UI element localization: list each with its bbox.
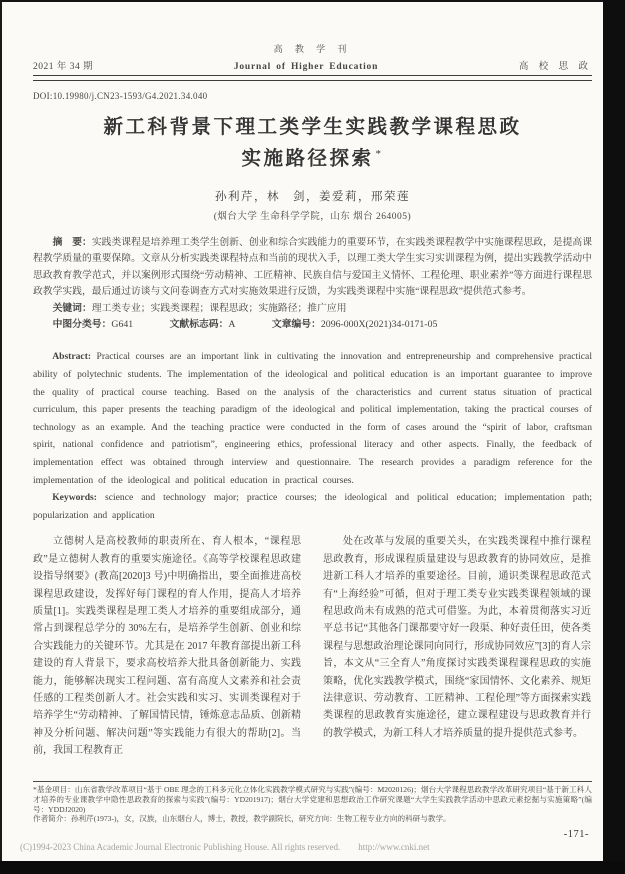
abstract-cn-text: 实践类课程是培养理工类学生创新、创业和综合实践能力的重要环节，在实践类课程教学中实施课程思政，是提高课程教学质量的重要保障。文章从分析实践类课程特点和当前的现状入手，以理工类大学生实习实训课程为例，提出实践教学活动中思政教育教学范式，并以案例形式围绕“劳动精神、工匠精神、民族自信与爱国主义情怀、工程伦理、职业素养”等方面进行课程思政教学实践，最后通过访谈与文问卷调查方式对实施效果进行反馈，为实践类课程中实施“课程思政”提供范式参考。: [33, 237, 593, 298]
doi-text: DOI:10.19980/j.CN23-1593/G4.2021.34.040: [33, 90, 208, 101]
classification-line: [33, 317, 592, 333]
left-column: [33, 533, 301, 767]
keywords-cn-text: 理工类专业；实践类课程；课程思政；实施路径；推广应用: [91, 302, 347, 314]
left-column-paragraph: 立德树人是高校教师的职责所在、育人根本，“课程思政”是立德树人教育的重要实施途径。《高等学校课程思政建设指导纲要》(教高[2020]3 号)中明确指出，要全面推进高校课程思政建设，发挥好每门课程的育人作用，提高人才培养质量[1]。实践类课程是理工类人才培养的重要组成部分，通常占到课程总学分的 30%左右，是培养学生创新、创业和综合实践能力的关键环节。尤其是在 2017 年教育部提出新工科建设的育人背景下，要求高校培养大批具备创新能力、实践能力，能够解决现实工程问题、富有高度人文素养和社会责任感的工程类创新人才。社会实践和实习、实训类课程对于培养学生“劳动精神、了解国情民情，锤炼意志品质、创新精神及分析问题、解决问题”等实践能力有很大的帮助[2]。当前，我国工程教育正: [33, 536, 301, 757]
abstract-cn: [33, 235, 592, 301]
page-number: -171-: [563, 829, 589, 840]
keywords-en: [33, 489, 592, 524]
article-title-line1: 新工科背景下理工类学生实践教学课程思政: [103, 116, 522, 138]
right-column-paragraph: 处在改革与发展的重要关头，在实践类课程中推行课程思政教育，形成课程质量建设与思政教育的协同效应，是推进新工科人才培养的重要途径。目前，通识类课程思政范式有“上海经验”可循，但对于理工类专业实践类课程领域的课程思政尚未有成熟的范式可借鉴。为此，本着贯彻落实习近平总书记“其他各门课都要守好一段渠、种好责任田，使各类课程与思想政治理论课同向同行，形成协同效应”[3]的育人宗旨，本文从“三全育人”角度探讨实践类课程课程思政的实施策略，优化实践教学模式，围绕“家国情怀、文化素养、规矩法律意识、劳动教育、工匠精神、工程伦理”等方面探索实践类课程的思政教育实施途径，建立课程建设与思政教育并行的教学模式，为新工科人才培养质量的提升提供范式参考。: [323, 536, 591, 739]
scan-edge-top: [0, 0, 625, 2]
clc-segment: 中图分类号：G641: [52, 319, 134, 331]
abstract-en-text: Practical courses are an important link in cultivating the innovation and entrepreneurship and comprehensive practical ability of polytechnic students. The implementation of the ideological and political education is an important guarantee to improve the quality of practical course teaching. Based on the analysis of the characteristics and current status situation of practical curriculum, this paper presents the teaching paradigm of the ideological and political implementation, taking the practical courses of technology as an example. And the teaching practice were conducted in the form of cases around the “spirit of labor, craftsman spirit, national confidence and patriotism”, engineering ethics, professional literacy and other aspects. Finally, the feedback of implementation effect was obtained through interview and questionnaire. The research provides a paradigm reference for the implementation of the ideological and political education in practical courses.: [33, 351, 592, 486]
affiliation-line: (烟台大学 生命科学学院，山东 烟台 264005): [213, 212, 412, 222]
abstract-cn-label: 摘 要：: [52, 237, 92, 248]
article-title: [33, 114, 592, 173]
english-abstract-block: [33, 348, 592, 524]
article-no-segment: 文章编号：2096-000X(2021)34-0171-05: [271, 319, 438, 331]
page-content: [33, 0, 592, 767]
header-divider: [33, 75, 592, 81]
chinese-abstract-block: [33, 235, 592, 333]
authors-line: 孙利芹，林 剑，姜爱莉，邢荣莲: [215, 191, 410, 203]
copyright-text: (C)1994-2023 China Academic Journal Electronic Publishing House. All rights reserved.: [20, 842, 341, 852]
column-label: 高 校 思 政: [518, 62, 592, 72]
title-asterisk: *: [375, 147, 384, 160]
keywords-cn-label: 关键词：: [52, 302, 92, 314]
scan-edge-bottom: [0, 861, 625, 874]
fund-project-note: *基金项目：山东省教学改革项目“基于 OBE 理念的工科多元化立体化实践教学模式研究与实践”(编号：M2020126)；烟台大学课程思政教学改革研究项目“基于新工科人才培养的专业课教学中隐性思政教育的探索与实践”(编号：YD201917)；烟台大学党建和思想政治工作研究课题“大学生实践教学活动中思政元素挖掘与实施策略”(编号：YDDJ2020): [33, 785, 592, 814]
copyright-line: [20, 842, 580, 852]
abstract-en-label: Abstract:: [52, 351, 92, 363]
scan-edge-left: [0, 0, 2, 874]
author-bio-note: 作者简介：孙利芹(1973-)，女，汉族，山东烟台人，博士，教授，教学副院长，研究方向：生物工程专业方向的科研与教学。: [33, 814, 451, 824]
doc-code-segment: 文献标志码：A: [169, 319, 236, 331]
article-title-line2: 实施路径探索 *: [241, 147, 384, 169]
journal-title-en: Journal of Higher Education: [233, 62, 379, 72]
body-columns: [33, 533, 592, 767]
keywords-en-label: Keywords:: [52, 492, 97, 504]
cnki-url: http://www.cnki.net: [358, 842, 430, 852]
scan-edge-right: [603, 0, 625, 874]
journal-title-cn: 高 教 学 刊: [273, 44, 352, 54]
issue-label: 2021 年 34 期: [33, 62, 94, 72]
journal-header-row: [33, 58, 592, 72]
footnote-block: [33, 781, 592, 824]
right-column: [323, 533, 591, 767]
abstract-en: [33, 348, 592, 489]
keywords-en-text: science and technology major; practice courses; the ideological and political education; implementation path; popularization and application: [33, 492, 592, 521]
keywords-cn: [33, 301, 592, 317]
